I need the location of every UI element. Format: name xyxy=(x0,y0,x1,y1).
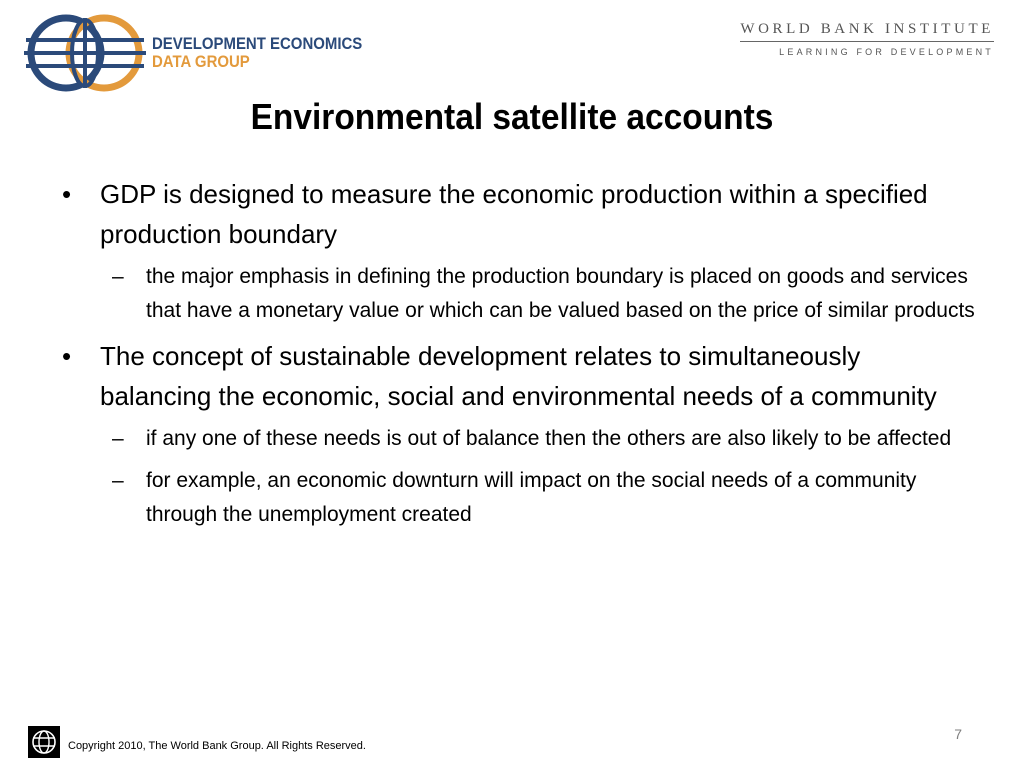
sub-bullet-text: the major emphasis in defining the production boundary is placed on goods and services that have a monetary value or which can be valued based on the price of similar products xyxy=(146,265,975,322)
decdg-logo xyxy=(24,12,363,94)
copyright-text: Copyright 2010, The World Bank Group. All Rights Reserved. xyxy=(68,740,366,752)
sub-bullet-item xyxy=(58,260,978,328)
sub-bullet-text: if any one of these needs is out of balance then the others are also likely to be affected xyxy=(146,427,952,450)
sub-bullet-text: for example, an economic downturn will impact on the social needs of a community through the unemployment created xyxy=(146,469,917,526)
wbi-logo xyxy=(740,21,994,57)
logo-line-2: DATA GROUP xyxy=(152,52,250,71)
globe-rings-icon xyxy=(24,12,146,94)
page-number: 7 xyxy=(954,726,962,742)
wbi-title: WORLD BANK INSTITUTE xyxy=(740,21,994,42)
bullet-icon: • xyxy=(62,341,72,371)
logo-line-1: DEVELOPMENT ECONOMICS xyxy=(152,34,363,53)
world-bank-globe-icon xyxy=(28,726,60,758)
bullet-text: The concept of sustainable development relates to simultaneously balancing the economic, social and environmental needs of a community xyxy=(100,341,937,411)
bullet-text: GDP is designed to measure the economic production within a specified production boundary xyxy=(100,179,928,249)
wbi-subtitle: LEARNING FOR DEVELOPMENT xyxy=(779,47,994,57)
dash-icon: – xyxy=(112,265,124,288)
slide-title: Environmental satellite accounts xyxy=(250,96,774,137)
sub-bullet-item xyxy=(58,422,978,456)
logo-wordmark xyxy=(152,35,362,71)
slide-content xyxy=(58,174,978,540)
sub-bullet-item xyxy=(58,464,978,532)
dash-icon: – xyxy=(112,427,124,450)
bullet-icon: • xyxy=(62,179,72,209)
bullet-item xyxy=(58,174,978,254)
dash-icon: – xyxy=(112,469,124,492)
bullet-item xyxy=(58,336,978,416)
